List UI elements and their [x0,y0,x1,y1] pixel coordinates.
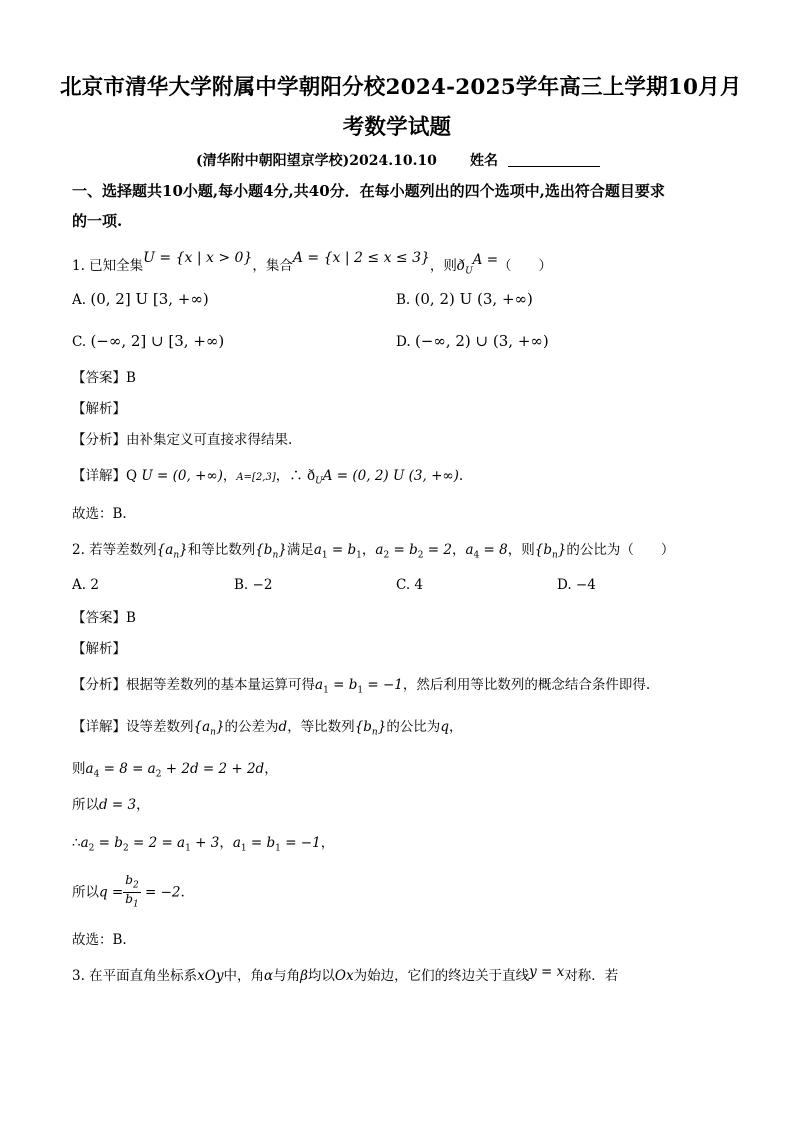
q2-fenxi: 【分析】根据等差数列的基本量运算可得$a_1 = b_1 = -1$，然后利用等比数列的概念结合条件即得. [72,677,651,696]
q1-fenxi: 【分析】由补集定义可直接求得结果. [72,432,293,448]
fraction-b2-over-b1: $\frac{b_2}{b_1}$ [125,873,139,910]
set-u: U = {x | x > 0} [143,250,253,266]
section-1-heading-cont: 的一项. [72,212,123,230]
q1-option-c[interactable]: C. (−∞, 2] ∪ [3, +∞) [72,332,225,350]
q2-answer: 【答案】B [72,610,136,626]
q2-option-d[interactable]: D. −4 [557,577,596,593]
q2-step-2: 所以d = 3， [72,797,150,813]
q1-analysis-label: 【解析】 [72,401,126,417]
title-line-2: 考数学试题 [342,115,452,140]
question-3-stem: 3. 在平面直角坐标系xOy中，角α与角β均以Ox为始边，它们的终边关于直线y = x对称．若 [72,964,619,984]
question-2-stem: 2. 若等差数列$\{a_n\}$和等比数列$\{b_n\}$满足$a_1 = b_1$，$a_2 = b_2 = 2$，$a_4 = 8$，则$\{b_n\}$的公比为（ ） [72,542,675,561]
section-1-heading: 一、选择题共10小题,每小题4分,共40分．在每小题列出的四个选项中,选出符合题目要求 [72,182,665,200]
q2-option-a[interactable]: A. 2 [72,577,99,593]
q1-option-d[interactable]: D. (−∞, 2) ∪ (3, +∞) [396,332,549,350]
q1-conclusion: 故选：B. [72,506,127,522]
q2-step-3: $\therefore a_2 = b_2 = 2 = a_1 + 3$，$a_1 = b_1 = -1$， [72,835,335,854]
q2-step-4: 所以q = $\frac{b_2}{b_1}$ = −2. [72,873,185,910]
q2-step-1: 则$a_4 = 8 = a_2 + 2d = 2 + 2d$， [72,761,278,780]
q2-analysis-label: 【解析】 [72,641,126,657]
title-line-1: 北京市清华大学附属中学朝阳分校2024-2025学年高三上学期10月月 [60,75,742,100]
q1-answer: 【答案】B [72,370,136,386]
q2-option-b[interactable]: B. −2 [234,577,273,593]
q1-xiangjie: 【详解】Q U = (0, +∞)，A=[2,3]，∴ $ð_UA = (0$, 2) U (3, +∞). [72,468,464,487]
question-1-stem: 1. 已知全集U = {x | x > 0}，集合A = {x | 2 ≤ x ≤ 3}，则$ð_UA$ =（ ） [72,250,553,277]
q1-option-a[interactable]: A. (0, 2] U [3, +∞) [72,290,209,308]
q2-option-c[interactable]: C. 4 [396,577,424,593]
school-date: (清华附中朝阳望京学校)2024.10.10 [196,153,437,169]
q2-xiangjie: 【详解】设等差数列$\{a_n\}$的公差为d，等比数列$\{b_n\}$的公比为q， [72,719,463,738]
q2-conclusion: 故选：B. [72,932,127,948]
name-label: 姓名 [470,153,498,169]
q1-option-b[interactable]: B. (0, 2) U (3, +∞) [396,290,533,308]
set-a: A = {x | 2 ≤ x ≤ 3} [292,250,430,266]
name-blank-line [508,166,600,167]
